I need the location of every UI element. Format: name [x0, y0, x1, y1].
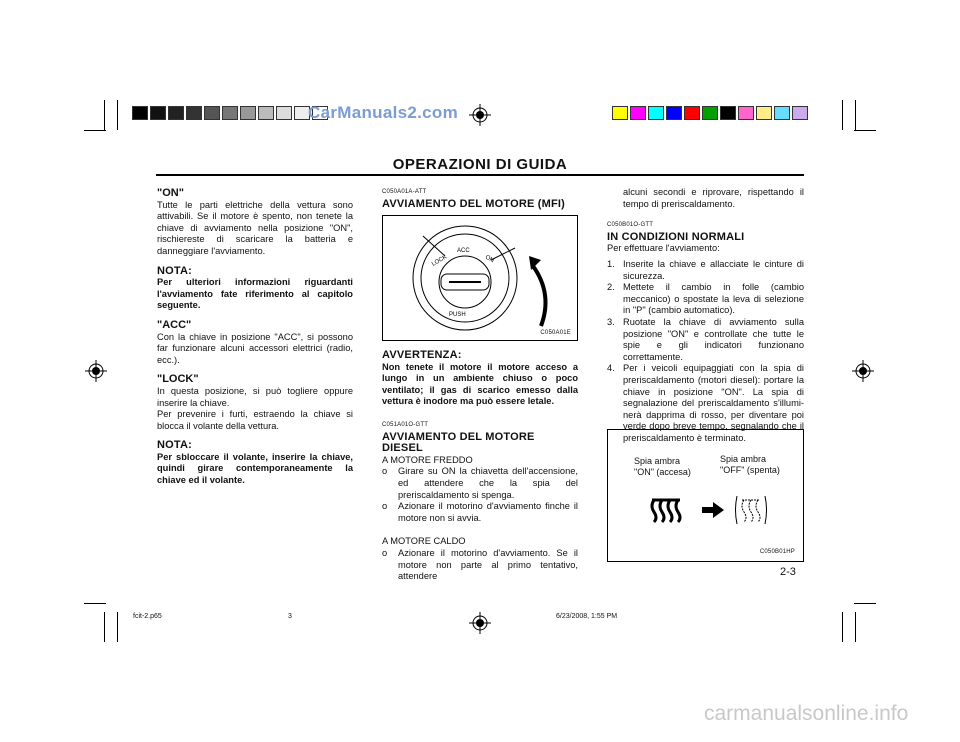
watermark-bottom[interactable]: carmanualsonline.info: [704, 702, 909, 725]
avvertenza-heading: AVVERTENZA:: [382, 349, 462, 361]
title-rule: [156, 174, 804, 176]
list-item: [607, 282, 804, 317]
lock-text-1: In questa posizione, si può togliere oppure inserire la chiave.: [157, 385, 353, 408]
avvertenza-text: Non tenete il motore il motore acceso a lungo in un ambiente chiuso o poco ventilato; il gas di scarico emesso dalla vettura è inodore ma può essere letale.: [382, 361, 578, 407]
push-label: PUSH: [449, 312, 466, 318]
footer-date: 6/23/2008, 1:55 PM: [556, 613, 618, 620]
lock-label: LOCK: [431, 254, 449, 268]
nota1-heading: NOTA:: [157, 264, 193, 277]
page-title: OPERAZIONI DI GUIDA: [392, 156, 568, 173]
crop-mark: [84, 130, 106, 131]
label-off-line2: "OFF" (spenta): [720, 465, 780, 475]
list-item: [382, 501, 578, 524]
footer-file: fcit-2.p65: [133, 613, 162, 620]
lock-text-2: Per prevenire i furti, estraendo la chiave si blocca il volante della vettura.: [157, 409, 353, 431]
diesel-heading: AVVIAMENTO DEL MOTORE DIESEL: [382, 430, 535, 455]
left-column: [157, 188, 353, 487]
label-on: [634, 456, 691, 478]
step-text: Mettete il cambio in folle (cambio meccanico) o spostate la leva di selezione in "P" (cambio automatico).: [623, 282, 804, 316]
crop-mark: [84, 603, 106, 604]
footer-page: 3: [288, 613, 292, 620]
acc-text: Con la chiave in posizione "ACC", si possono far funzionare alcuni accessori elettrici (radio, ecc.).: [157, 331, 353, 365]
registration-mark-icon: [469, 612, 491, 634]
normal-conditions-heading: IN CONDIZIONI NORMALI: [607, 230, 745, 243]
label-off-line1: Spia ambra: [720, 454, 767, 464]
crop-mark: [117, 612, 118, 642]
registration-mark-icon: [852, 360, 874, 382]
intro-text: Per effettuare l'avviamento:: [607, 243, 720, 254]
figure-code: C050A01E: [540, 330, 571, 336]
glow-plug-on-icon: [648, 496, 684, 524]
bullet: o: [382, 547, 388, 558]
acc-heading: "ACC": [157, 318, 192, 331]
acc-label: ACC: [457, 248, 470, 254]
section-code: C051A01O-GTT: [382, 421, 429, 428]
list-item: [607, 259, 804, 282]
list-item: [382, 548, 578, 583]
crop-mark: [854, 130, 876, 131]
step-number: 3.: [607, 316, 615, 327]
page-number: 2-3: [780, 566, 796, 578]
list-item-text: Girare su ON la chiavetta dell'accensione, ed attendere che la spia del preriscaldamento si spenga.: [398, 466, 578, 500]
crop-mark: [104, 100, 105, 130]
ignition-figure: [382, 215, 578, 341]
step-text: Ruotate la chiave di avviamento sulla posizione "ON" e controllate che tutte le spie e gli indicatori funzionano correttamente.: [623, 316, 804, 362]
crop-mark: [104, 612, 105, 642]
crop-mark: [117, 100, 118, 130]
on-text: Tutte le parti elettriche della vettura sono attivabili. Se il motore è spento, non tenete la chiave di avviamento nella posizione "ON", rischiereste di scaricare la batteria e danneggiare l'avviamento.: [157, 199, 353, 256]
ignition-switch-illustration: [383, 216, 577, 340]
figure-code: C050B01HP: [759, 549, 795, 555]
crop-mark: [855, 612, 856, 642]
nota1-text: Per ulteriori informazioni riguardanti l'avviamento fate riferimento al capitolo seguente.: [157, 277, 353, 311]
crop-mark: [855, 100, 856, 130]
label-on-line1: Spia ambra: [634, 456, 681, 466]
middle-column: [382, 187, 578, 210]
cold-heading: A MOTORE FREDDO: [382, 454, 473, 465]
lock-heading: "LOCK": [157, 373, 199, 386]
hot-heading: A MOTORE CALDO: [382, 536, 466, 547]
bullet: o: [382, 466, 388, 477]
arrow-right-icon: [702, 502, 724, 518]
middle-column-lower: [382, 350, 578, 583]
color-calibration-bar: [612, 106, 810, 120]
crop-mark: [842, 100, 843, 130]
watermark-top[interactable]: CarManuals2.com: [308, 103, 458, 122]
list-item: [607, 317, 804, 363]
step-text: Inserite la chiave e allacciate le cinture di sicurezza.: [623, 258, 804, 281]
crop-mark: [854, 603, 876, 604]
continuation-text: alcuni secondi e riprovare, rispettando il tempo di preriscaldamento.: [623, 187, 804, 209]
grayscale-calibration-bar: [132, 106, 330, 120]
bullet: o: [382, 501, 388, 512]
section-code: C050B01O-GTT: [607, 222, 654, 229]
on-label: ON: [484, 254, 495, 265]
section-code: C050A01A-ATT: [382, 189, 427, 195]
step-text: Per i veicoli equipaggiati con la spia di preriscaldamento (motori diesel): portare la chiave in posizione "ON". La spia di segnalazione del preriscaldamento s'illumi- nerà dapprima di rosso, per diventare poi verde dopo breve tempo, segnalando che il preriscaldamento è terminato.: [623, 363, 804, 443]
right-column: [607, 187, 804, 444]
glow-plug-off-icon: [734, 494, 768, 526]
mfi-heading: AVVIAMENTO DEL MOTORE (MFI): [382, 197, 566, 210]
step-number: 1.: [607, 258, 615, 269]
crop-mark: [842, 612, 843, 642]
list-item-text: Azionare il motorino d'avviamento finche il motore non si avvia.: [398, 501, 578, 523]
label-off: [720, 454, 780, 476]
glow-plug-figure: [607, 429, 804, 562]
on-heading: "ON": [157, 187, 184, 199]
registration-mark-icon: [469, 104, 491, 126]
nota2-text: Per sbloccare il volante, inserire la chiave, quindi girare contemporaneamente la chiave ed il volante.: [157, 451, 353, 486]
list-item: [382, 466, 578, 501]
step-number: 2.: [607, 282, 615, 293]
nota2-heading: NOTA:: [157, 439, 193, 452]
step-number: 4.: [607, 363, 615, 374]
label-on-line2: "ON" (accesa): [634, 467, 691, 477]
list-item-text: Azionare il motorino d'avviamento. Se il motore non parte al primo tentativo, attendere: [398, 547, 578, 582]
registration-mark-icon: [85, 360, 107, 382]
